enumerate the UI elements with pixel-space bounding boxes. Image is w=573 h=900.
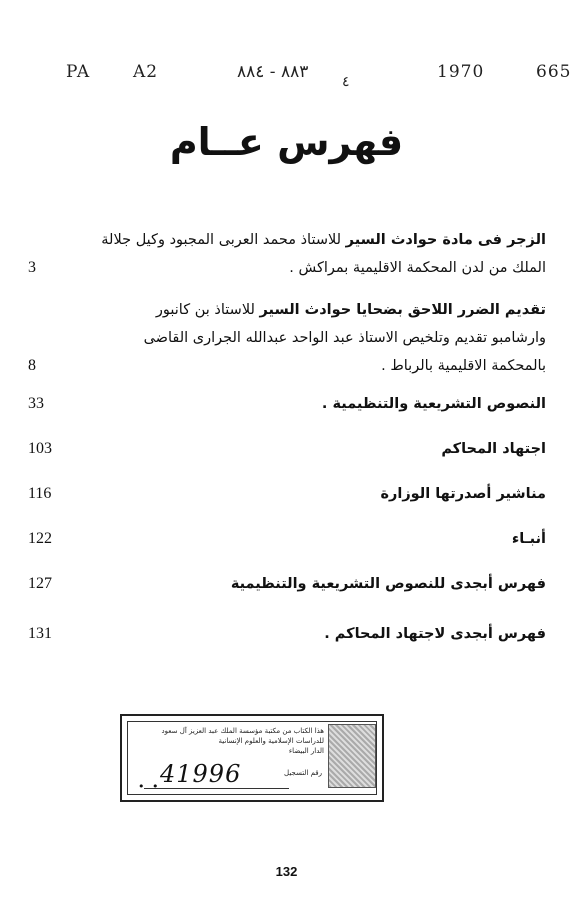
toc-entry (28, 570, 546, 598)
toc-entry (28, 435, 546, 463)
stamp-line: الدار البيضاء (288, 747, 324, 755)
toc-page-number: 103 (28, 440, 52, 457)
toc-line (28, 352, 546, 380)
toc-text: اجتهاد المحاكم (441, 441, 546, 457)
toc-page-number: 127 (28, 575, 52, 592)
toc-text: النصوص التشريعية والتنظيمية . (321, 396, 546, 412)
toc-text: فهرس أبجدى لاجتهاد المحاكم . (324, 626, 546, 642)
toc-entry (28, 480, 546, 508)
toc-text: الملك من لدن المحكمة الاقليمية بمراكش . (289, 260, 546, 276)
library-stamp (120, 714, 384, 802)
stamp-registration-number: 41996 (160, 760, 242, 788)
toc-page-number: 8 (28, 357, 36, 374)
page-title: فهرس عــام (169, 120, 404, 164)
stamp-text (144, 726, 324, 756)
toc-line (28, 570, 546, 598)
toc-entry (28, 296, 546, 380)
toc-line (28, 226, 546, 254)
stamp-underline (144, 788, 289, 789)
toc-entry (28, 226, 546, 282)
toc-line (28, 480, 546, 508)
toc-line (28, 620, 546, 648)
shelf-mark-left-2: A2 (133, 62, 159, 82)
toc-entry (28, 390, 546, 418)
stamp-registration-label: رقم التسجيل (284, 769, 322, 777)
toc-page-number: 116 (28, 485, 52, 502)
toc-text: تقديم الضرر اللاحق بضحايا حوادث السير للاستاذ بن كانبور (155, 302, 546, 318)
toc-line (28, 254, 546, 282)
stamp-line: للدراسات الإسلامية والعلوم الإنسانية (218, 737, 324, 745)
toc-line (28, 390, 546, 418)
toc-entry (28, 525, 546, 553)
toc-entry (28, 620, 546, 648)
toc-text: الزجر فى مادة حوادث السير للاستاذ محمد العربى المجبود وكيل جلالة (101, 232, 546, 248)
toc-line (28, 435, 546, 463)
toc-line (28, 525, 546, 553)
toc-page-number: 33 (28, 395, 44, 412)
toc-text: وارشامبو تقديم وتلخيص الاستاذ عبد الواحد عبدالله الجرارى القاضى (143, 330, 546, 346)
stamp-line: هذا الكتاب من مكتبة مؤسسة الملك عبد العزيز آل سعود (161, 727, 324, 735)
shelf-mark-right: 665 (536, 62, 572, 82)
stamp-dots: • • (138, 780, 161, 793)
toc-text: مناشير أصدرتها الوزارة (380, 486, 546, 502)
toc-page-number: 131 (28, 625, 52, 642)
shelf-mark-left: PA (66, 62, 91, 82)
toc-page-number: 3 (28, 259, 36, 276)
shelf-mark-range: ٨٨٣ - ٨٨٤ (237, 62, 309, 82)
toc-text: فهرس أبجدى للنصوص التشريعية والتنظيمية (230, 576, 546, 592)
stamp-emblem-icon (328, 724, 376, 788)
shelf-mark-sub: ٤ (342, 74, 350, 90)
page-number: 132 (275, 864, 298, 879)
toc-line (28, 324, 546, 352)
shelf-mark-year: 1970 (437, 62, 485, 82)
toc-page-number: 122 (28, 530, 52, 547)
toc-text: أنبـاء (511, 531, 546, 547)
toc-text: بالمحكمة الاقليمية بالرباط . (381, 358, 546, 374)
toc-line (28, 296, 546, 324)
